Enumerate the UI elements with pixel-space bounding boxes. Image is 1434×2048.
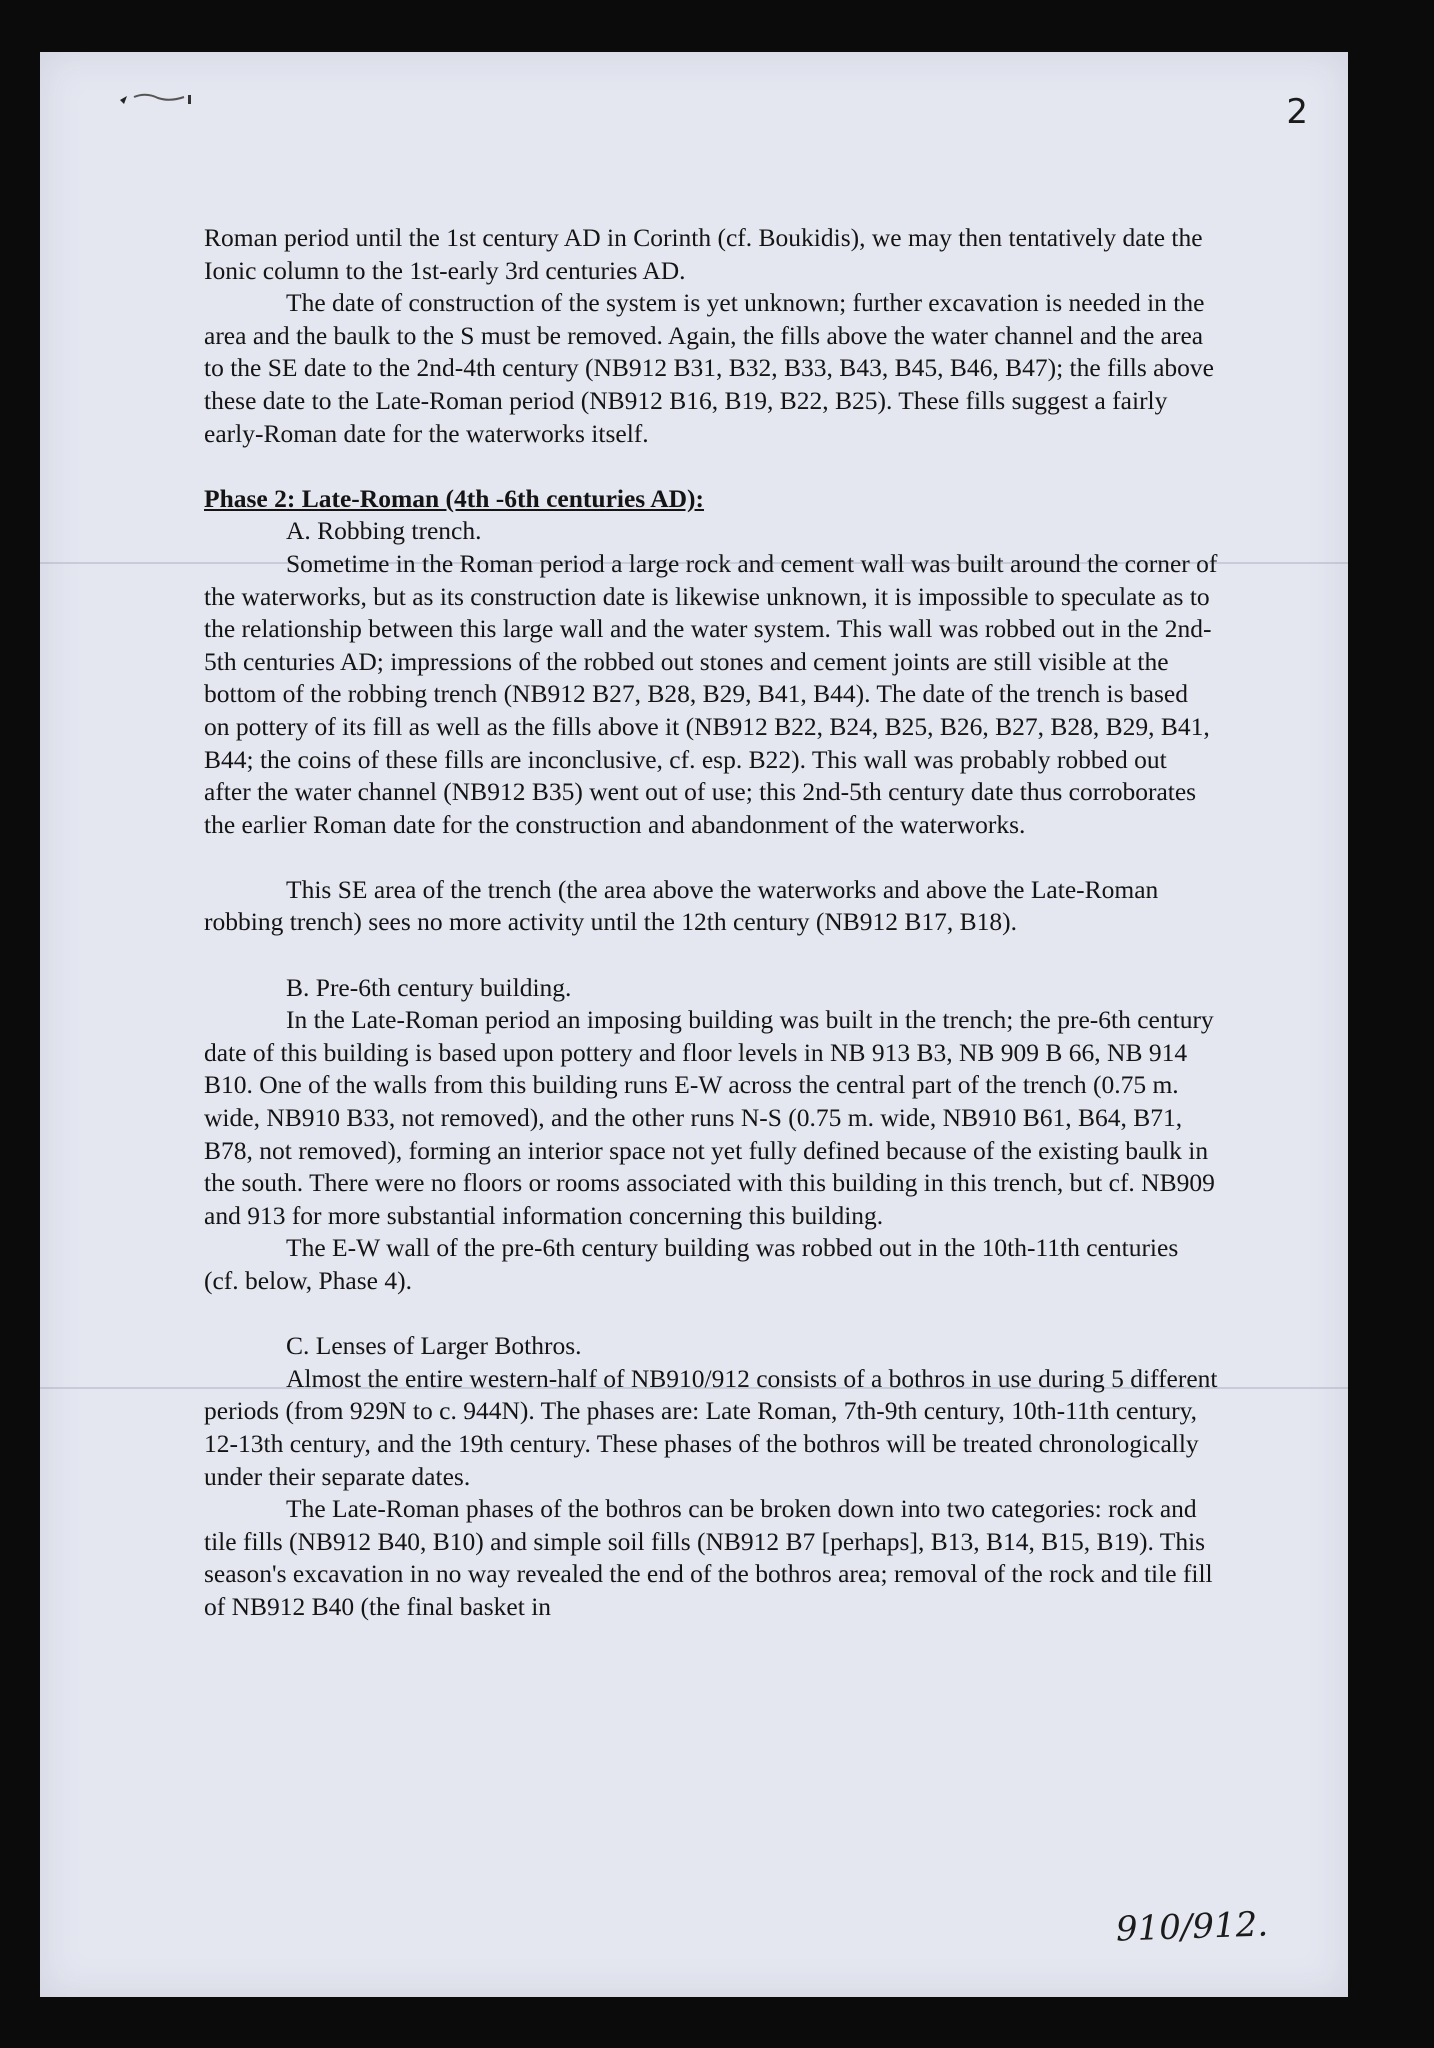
paragraph: In the Late-Roman period an imposing building was built in the trench; the pre-6th century date of this building is based upon pottery and floor levels in NB 913 B3, NB 909 B 66, NB 914 B10. One of the walls from this building runs E-W across the central part of the trench (0.75 m. wide, NB910 B33, not removed), and the other runs N-S (0.75 m. wide, NB910 B61, B64, B71, B78, not removed), forming an interior space not yet fully defined because of the existing baulk in the south. There were no floors or rooms associated with this building in this trench, but cf. NB909 and 913 for more substantial information concerning this building.	[204, 1005, 1215, 1230]
paragraph: The Late-Roman phases of the bothros can be broken down into two categories: rock and tile fills (NB912 B40, B10) and simple soil fills (NB912 B7 [perhaps], B13, B14, B15, B19). This season's excavation in no way revealed the end of the bothros area; removal of the rock and tile fill of NB912 B40 (the final basket in	[204, 1494, 1213, 1621]
paragraph: This SE area of the trench (the area above the waterworks and above the Late-Roman robbing trench) sees no more activity until the 12th century (NB912 B17, B18).	[204, 874, 1159, 937]
handwritten-reference: 910/912.	[1115, 1904, 1269, 1950]
subheading-pre-6th-century-building: B. Pre-6th century building.	[286, 972, 572, 1002]
paragraph: The date of construction of the system is yet unknown; further excavation is needed in the area and the baulk to the S must be removed. Again, the fills above the water channel and the area to the SE date to the 2nd-4th century (NB912 B31, B32, B33, B43, B45, B46, B47); the fills above these date to the Late-Roman period (NB912 B16, B19, B22, B25). These fills suggest a fairly early-Roman date for the waterworks itself.	[204, 288, 1215, 448]
document-page	[40, 52, 1348, 1997]
subheading-robbing-trench: A. Robbing trench.	[286, 516, 482, 546]
paragraph: Sometime in the Roman period a large rock and cement wall was built around the corner of the waterworks, but as its construction date is likewise unknown, it is impossible to speculate as to the relationship between this large wall and the water system. This wall was robbed out in the 2nd-5th centuries AD; impressions of the robbed out stones and cement joints are still visible at the bottom of the robbing trench (NB912 B27, B28, B29, B41, B44). The date of the trench is based on pottery of its fill as well as the fills above it (NB912 B22, B24, B25, B26, B27, B28, B29, B41, B44; the coins of these fills are inconclusive, cf. esp. B22). This wall was probably robbed out after the water channel (NB912 B35) went out of use; this 2nd-5th century date thus corroborates the earlier Roman date for the construction and abandonment of the waterworks.	[204, 548, 1218, 839]
subheading-lenses-of-larger-bothros: C. Lenses of Larger Bothros.	[286, 1331, 582, 1361]
paragraph: Almost the entire western-half of NB910/912 consists of a bothros in use during 5 different periods (from 929N to c. 944N). The phases are: Late Roman, 7th-9th century, 10th-11th century, 12-13th century, and the 19th century. These phases of the bothros will be treated chronologically under their separate dates.	[204, 1363, 1218, 1491]
paragraph: Roman period until the 1st century AD in Corinth (cf. Boukidis), we may then tentatively date the Ionic column to the 1st-early 3rd centuries AD.	[204, 223, 1203, 285]
section-heading-phase-2: Phase 2: Late-Roman (4th -6th centuries AD):	[204, 483, 705, 513]
page-number: 2	[1286, 92, 1308, 132]
corner-ink-mark	[118, 88, 198, 110]
paragraph: The E-W wall of the pre-6th century building was robbed out in the 10th-11th centuries (cf. below, Phase 4).	[204, 1233, 1179, 1295]
body-text	[204, 222, 1219, 1624]
